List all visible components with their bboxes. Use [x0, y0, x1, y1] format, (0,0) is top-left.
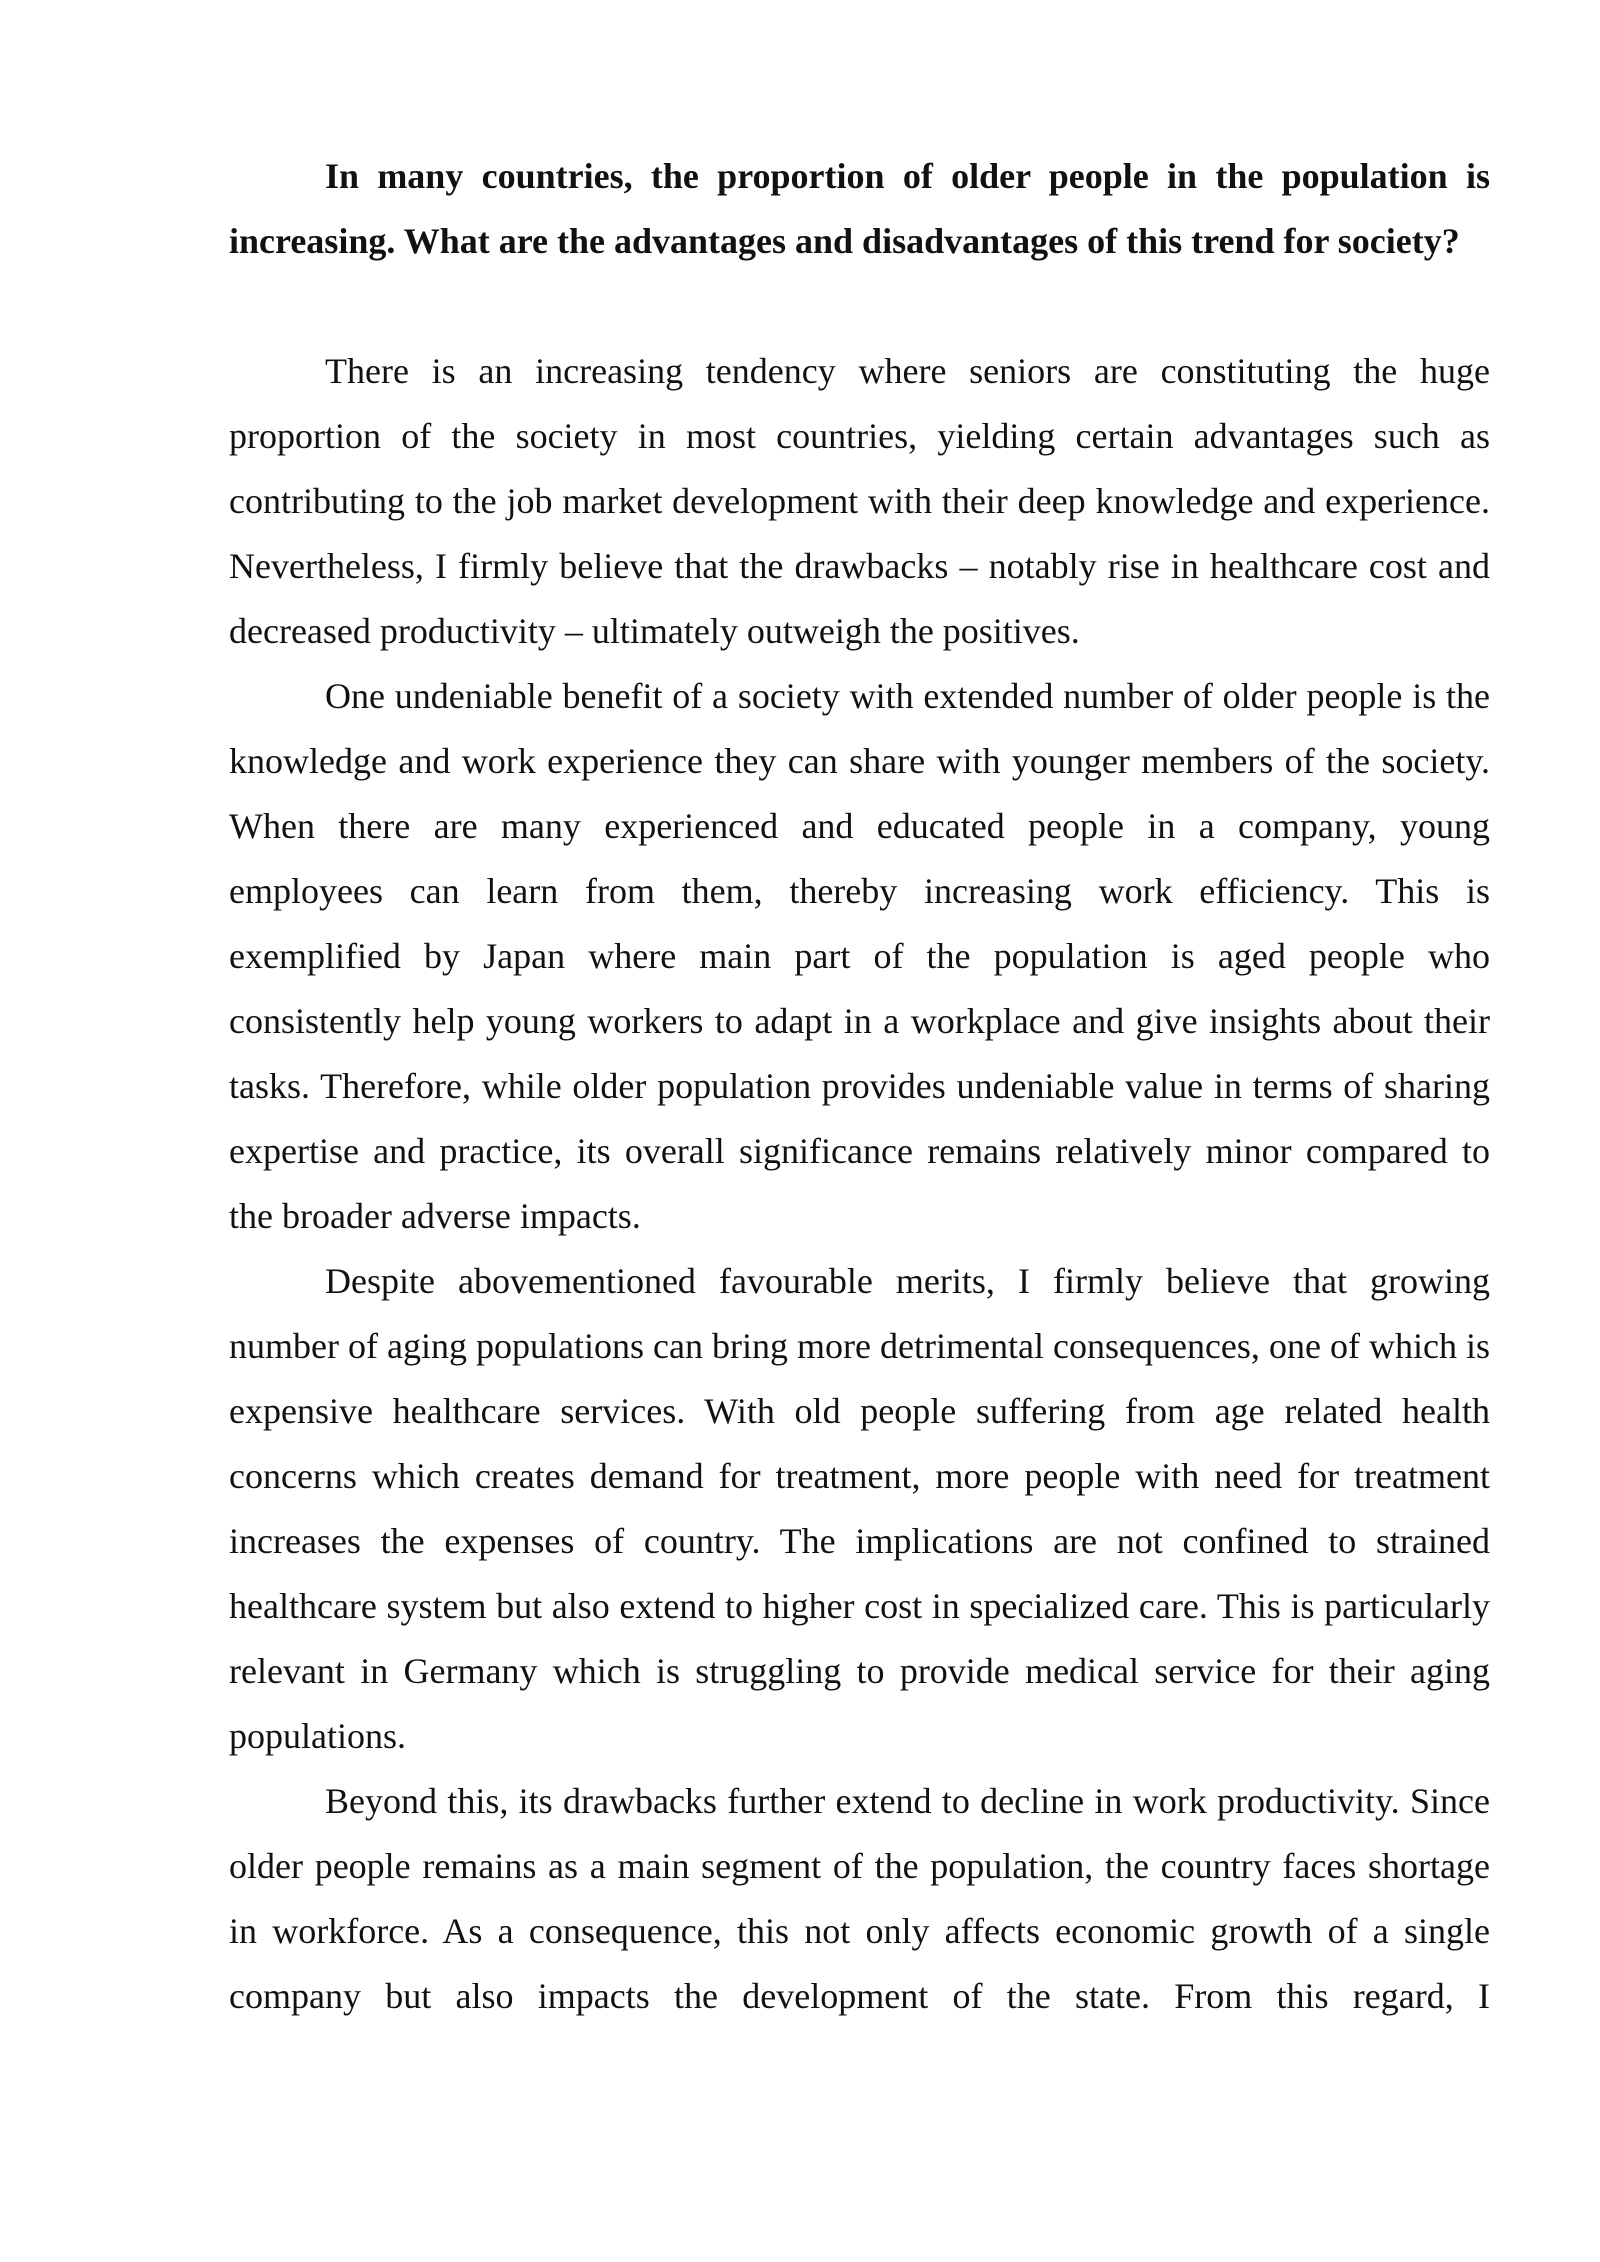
essay-paragraph-introduction: There is an increasing tendency where seniors are constituting the huge proportion of the society in most countries, yielding certain advantages such as contributing to the job market development with their deep knowledge and experience. Nevertheless, I firmly believe that the drawbacks – notably rise in healthcare cost and decreased productivity – ultimately outweigh the positives. [229, 351, 1490, 651]
essay-paragraph-advantages: One undeniable benefit of a society with extended number of older people is the knowledge and work experience they can share with younger members of the society. When there are many experienced and educated people in a company, young employees can learn from them, thereby increasing work efficiency. This is exemplified by Japan where main part of the population is aged people who consistently help young workers to adapt in a workplace and give insights about their tasks. Therefore, while older population provides undeniable value in terms of sharing expertise and practice, its overall significance remains relatively minor compared to the broader adverse impacts. [229, 676, 1490, 1236]
essay-question: In many countries, the proportion of older people in the population is increasing. What are the advantages and disadvantages of this trend for society? [229, 156, 1490, 261]
essay-paragraph-healthcare-costs: Despite abovementioned favourable merits, I firmly believe that growing number of aging populations can bring more detrimental consequences, one of which is expensive healthcare services. With old people suffering from age related health concerns which creates demand for treatment, more people with need for treatment increases the expenses of country. The implications are not confined to strained healthcare system but also extend to higher cost in specialized care. This is particularly relevant in Germany which is struggling to provide medical service for their aging populations. [229, 1261, 1490, 1756]
essay-paragraph-productivity: Beyond this, its drawbacks further extend to decline in work productivity. Since older people remains as a main segment of the population, the country faces shortage in workforce. As a consequence, this not only affects economic growth of a single company but also impacts the development of the state. From this regard, I [229, 1781, 1490, 2016]
essay-body [229, 339, 1490, 2029]
document-content [229, 144, 1490, 2029]
